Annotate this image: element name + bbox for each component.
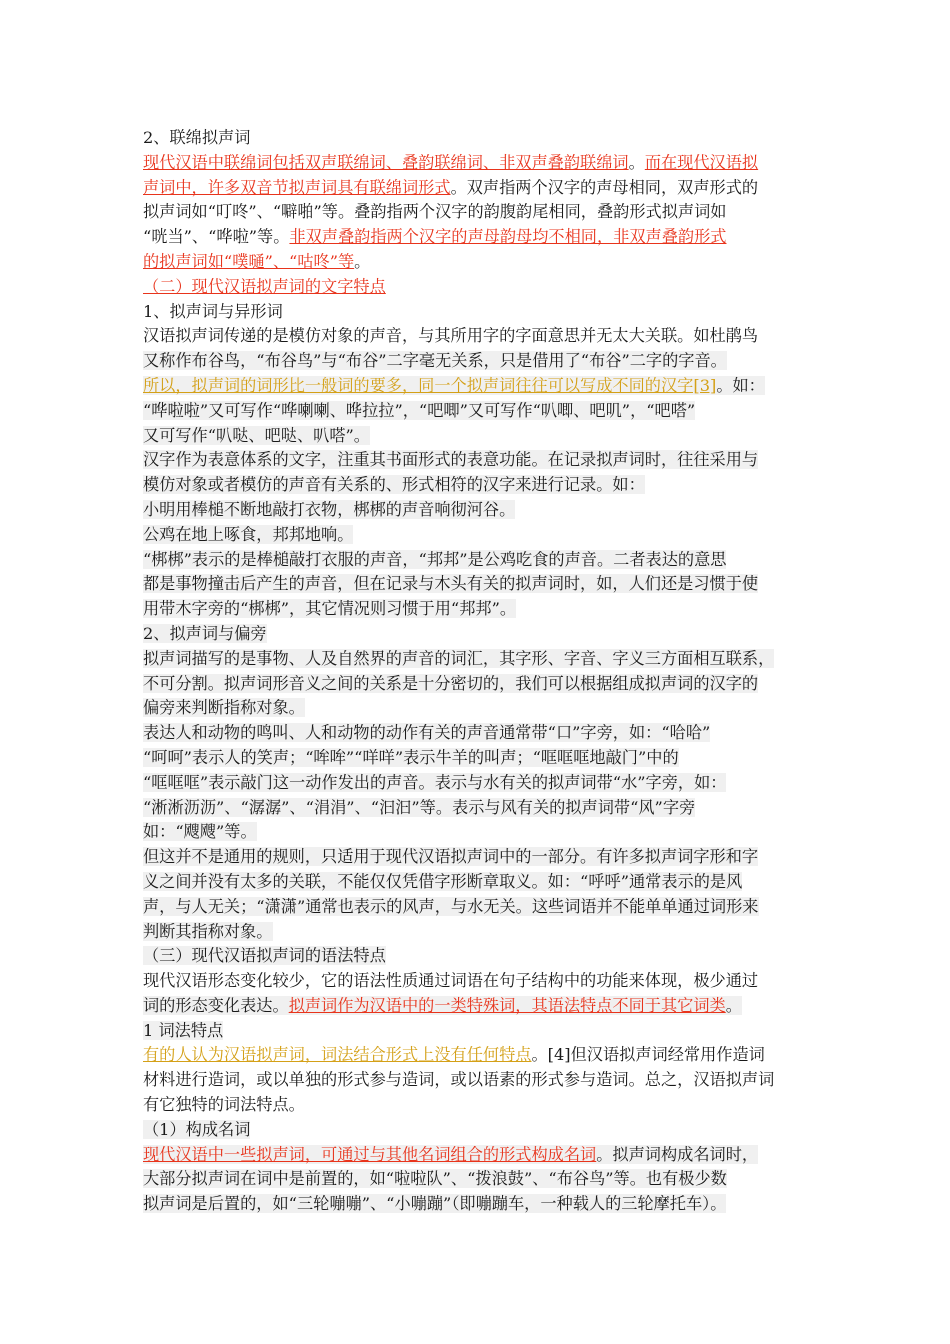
text-run: 拟声词描写的是事物、人及自然界的声音的词汇，其字形、字音、字义三方面相互联系， <box>143 648 775 668</box>
text-run: 拟声词如“叮咚”、“噼啪”等。叠韵指两个汉字的韵腹韵尾相同，叠韵形式拟声词如 <box>143 202 727 222</box>
text-line <box>143 746 813 771</box>
text-line <box>143 399 813 424</box>
text-line <box>143 1192 813 1217</box>
text-run: 用带木字旁的“梆梆”，其它情况则习惯于用“邦邦”。 <box>143 599 517 619</box>
text-line <box>143 498 813 523</box>
text-line <box>143 523 813 548</box>
highlighted-text-red: （二）现代汉语拟声词的文字特点 <box>143 276 386 296</box>
text-line <box>143 349 813 374</box>
text-run: 。[4]但汉语拟声词经常用作造词 <box>531 1045 765 1065</box>
text-run: 如：“飕飕”等。 <box>143 822 257 842</box>
text-line <box>143 672 813 697</box>
text-line <box>143 300 813 325</box>
document-page <box>143 126 813 1217</box>
text-run: 偏旁来判断指称对象。 <box>143 698 305 718</box>
text-run: 公鸡在地上啄食，邦邦地响。 <box>143 524 354 544</box>
text-line <box>143 548 813 573</box>
text-line <box>143 696 813 721</box>
text-line <box>143 845 813 870</box>
text-run: 词的形态变化表达。 <box>143 995 289 1015</box>
text-run: 材料进行造词，或以单独的形式参与造词，或以语素的形式参与造词。总之，汉语拟声词 <box>143 1070 775 1090</box>
highlighted-text-red: 现代汉语中联绵词包括双声联绵词、叠韵联绵词、非双声叠韵联绵词 <box>143 152 629 172</box>
text-run: 汉语拟声词传递的是模仿对象的声音，与其所用字的字面意思并无太大关联。如杜鹃鸟 <box>143 326 759 346</box>
text-run: 1 词法特点 <box>143 1020 224 1040</box>
text-line <box>143 1019 813 1044</box>
text-run: 大部分拟声词在词中是前置的，如“啦啦队”、“拨浪鼓”、“布谷鸟”等。也有极少数 <box>143 1169 727 1189</box>
text-line <box>143 870 813 895</box>
highlighted-text-yellow: 有的人认为汉语拟声词，词法结合形式上没有任何特点 <box>143 1045 532 1065</box>
text-line <box>143 622 813 647</box>
text-line <box>143 721 813 746</box>
text-run: 有它独特的词法特点。 <box>143 1095 305 1115</box>
text-line <box>143 151 813 176</box>
text-line <box>143 126 813 151</box>
text-line <box>143 895 813 920</box>
text-line <box>143 994 813 1019</box>
text-run: 义之间并没有太多的关联，不能仅仅凭借字形断章取义。如：“呼呼”通常表示的是风 <box>143 871 743 891</box>
text-run: 。拟声词构成名词时， <box>596 1144 759 1164</box>
text-line <box>143 324 813 349</box>
text-run: 1、拟声词与异形词 <box>143 301 283 321</box>
highlighted-text-red: 非双声叠韵指两个汉字的声母韵母均不相同，非双声叠韵形式 <box>289 227 727 247</box>
text-run: 。 <box>725 995 742 1015</box>
text-run: 拟声词是后置的，如“三轮嘣嘣”、“小嘣蹦”（即嘣蹦车，一种载人的三轮摩托车）。 <box>143 1194 727 1214</box>
text-run: “哐哐哐”表示敲门这一动作发出的声音。表示与水有关的拟声词带“水”字旁，如： <box>143 772 727 792</box>
text-line <box>143 771 813 796</box>
text-line <box>143 1118 813 1143</box>
text-run: “呵呵”表示人的笑声；“哞哞”“咩咩”表示牛羊的叫声；“哐哐哐地敲门”中的 <box>143 747 679 767</box>
highlighted-text-red: 现代汉语中一些拟声词，可通过与其他名词组合的形式构成名词 <box>143 1144 597 1164</box>
highlighted-text-red: 拟声词作为汉语中的一类特殊词，其语法特点不同于其它词类 <box>288 995 726 1015</box>
text-run: 小明用棒槌不断地敲打衣物，梆梆的声音响彻河谷。 <box>143 499 516 519</box>
text-line <box>143 647 813 672</box>
text-run: 声，与人无关；“潇潇”通常也表示的风声，与水无关。这些词语并不能单单通过词形来 <box>143 896 759 916</box>
text-run: （三）现代汉语拟声词的语法特点 <box>143 946 386 966</box>
text-run: 又称作布谷鸟，“布谷鸟”与“布谷”二字毫无关系，只是借用了“布谷”二字的字音。 <box>143 351 727 371</box>
text-line <box>143 597 813 622</box>
text-run: 表达人和动物的鸣叫、人和动物的动作有关的声音通常带“口”字旁，如：“哈哈” <box>143 723 711 743</box>
text-line <box>143 920 813 945</box>
text-line <box>143 225 813 250</box>
text-run: 。 <box>628 152 645 172</box>
text-run: 又可写作“叭哒、吧哒、叭嗒”。 <box>143 425 370 445</box>
highlighted-text-red: 而在现代汉语拟 <box>644 152 759 172</box>
text-line <box>143 448 813 473</box>
text-run: 但这并不是通用的规则，只适用于现代汉语拟声词中的一部分。有许多拟声词字形和字 <box>143 847 759 867</box>
text-run: 模仿对象或者模仿的声音有关系的、形式相符的汉字来进行记录。如： <box>143 475 645 495</box>
text-line <box>143 200 813 225</box>
text-line <box>143 374 813 399</box>
text-run: “哗啦啦”又可写作“哗喇喇、哗拉拉”，“吧唧”又可写作“叭唧、吧叽”，“吧嗒” <box>143 400 696 420</box>
text-run: 都是事物撞击后产生的声音，但在记录与木头有关的拟声词时，如，人们还是习惯于使 <box>143 574 759 594</box>
text-line <box>143 820 813 845</box>
text-run: 。如： <box>716 375 765 395</box>
text-line <box>143 944 813 969</box>
text-line <box>143 1143 813 1168</box>
text-run: 2、联绵拟声词 <box>143 128 251 147</box>
text-line <box>143 1167 813 1192</box>
text-run: 。双声指两个汉字的声母相同，双声形式的 <box>450 177 759 197</box>
text-line <box>143 176 813 201</box>
text-run: 判断其指称对象。 <box>143 921 273 941</box>
text-line <box>143 424 813 449</box>
text-run: “梆梆”表示的是棒槌敲打衣服的声音，“邦邦”是公鸡吃食的声音。二者表达的意思 <box>143 549 727 569</box>
highlighted-text-red: 的拟声词如“噗嗵”、“咕咚”等 <box>143 251 355 271</box>
text-line <box>143 275 813 300</box>
text-line <box>143 1068 813 1093</box>
text-line <box>143 796 813 821</box>
highlighted-text-yellow: 所以，拟声词的词形比一般词的要多，同一个拟声词往往可以写成不同的汉字[3] <box>143 375 717 395</box>
text-line <box>143 1043 813 1068</box>
text-run: 汉字作为表意体系的文字，注重其书面形式的表意功能。在记录拟声词时，往往采用与 <box>143 450 759 470</box>
text-run: 不可分割。拟声词形音义之间的关系是十分密切的，我们可以根据组成拟声词的汉字的 <box>143 673 759 693</box>
text-run: “淅淅沥沥”、“潺潺”、“涓涓”、“汩汩”等。表示与风有关的拟声词带“风”字旁 <box>143 797 696 817</box>
text-run: （1）构成名词 <box>143 1119 251 1139</box>
text-line <box>143 473 813 498</box>
text-run: 现代汉语形态变化较少，它的语法性质通过词语在句子结构中的功能来体现，极少通过 <box>143 971 759 991</box>
highlighted-text-red: 声词中，许多双音节拟声词具有联绵词形式 <box>143 177 451 197</box>
text-run: “咣当”、“哗啦”等。 <box>143 227 290 247</box>
text-line <box>143 1093 813 1118</box>
text-line <box>143 572 813 597</box>
text-line <box>143 969 813 994</box>
text-line <box>143 250 813 275</box>
text-run: 。 <box>354 251 371 271</box>
text-run: 2、拟声词与偏旁 <box>143 623 267 643</box>
